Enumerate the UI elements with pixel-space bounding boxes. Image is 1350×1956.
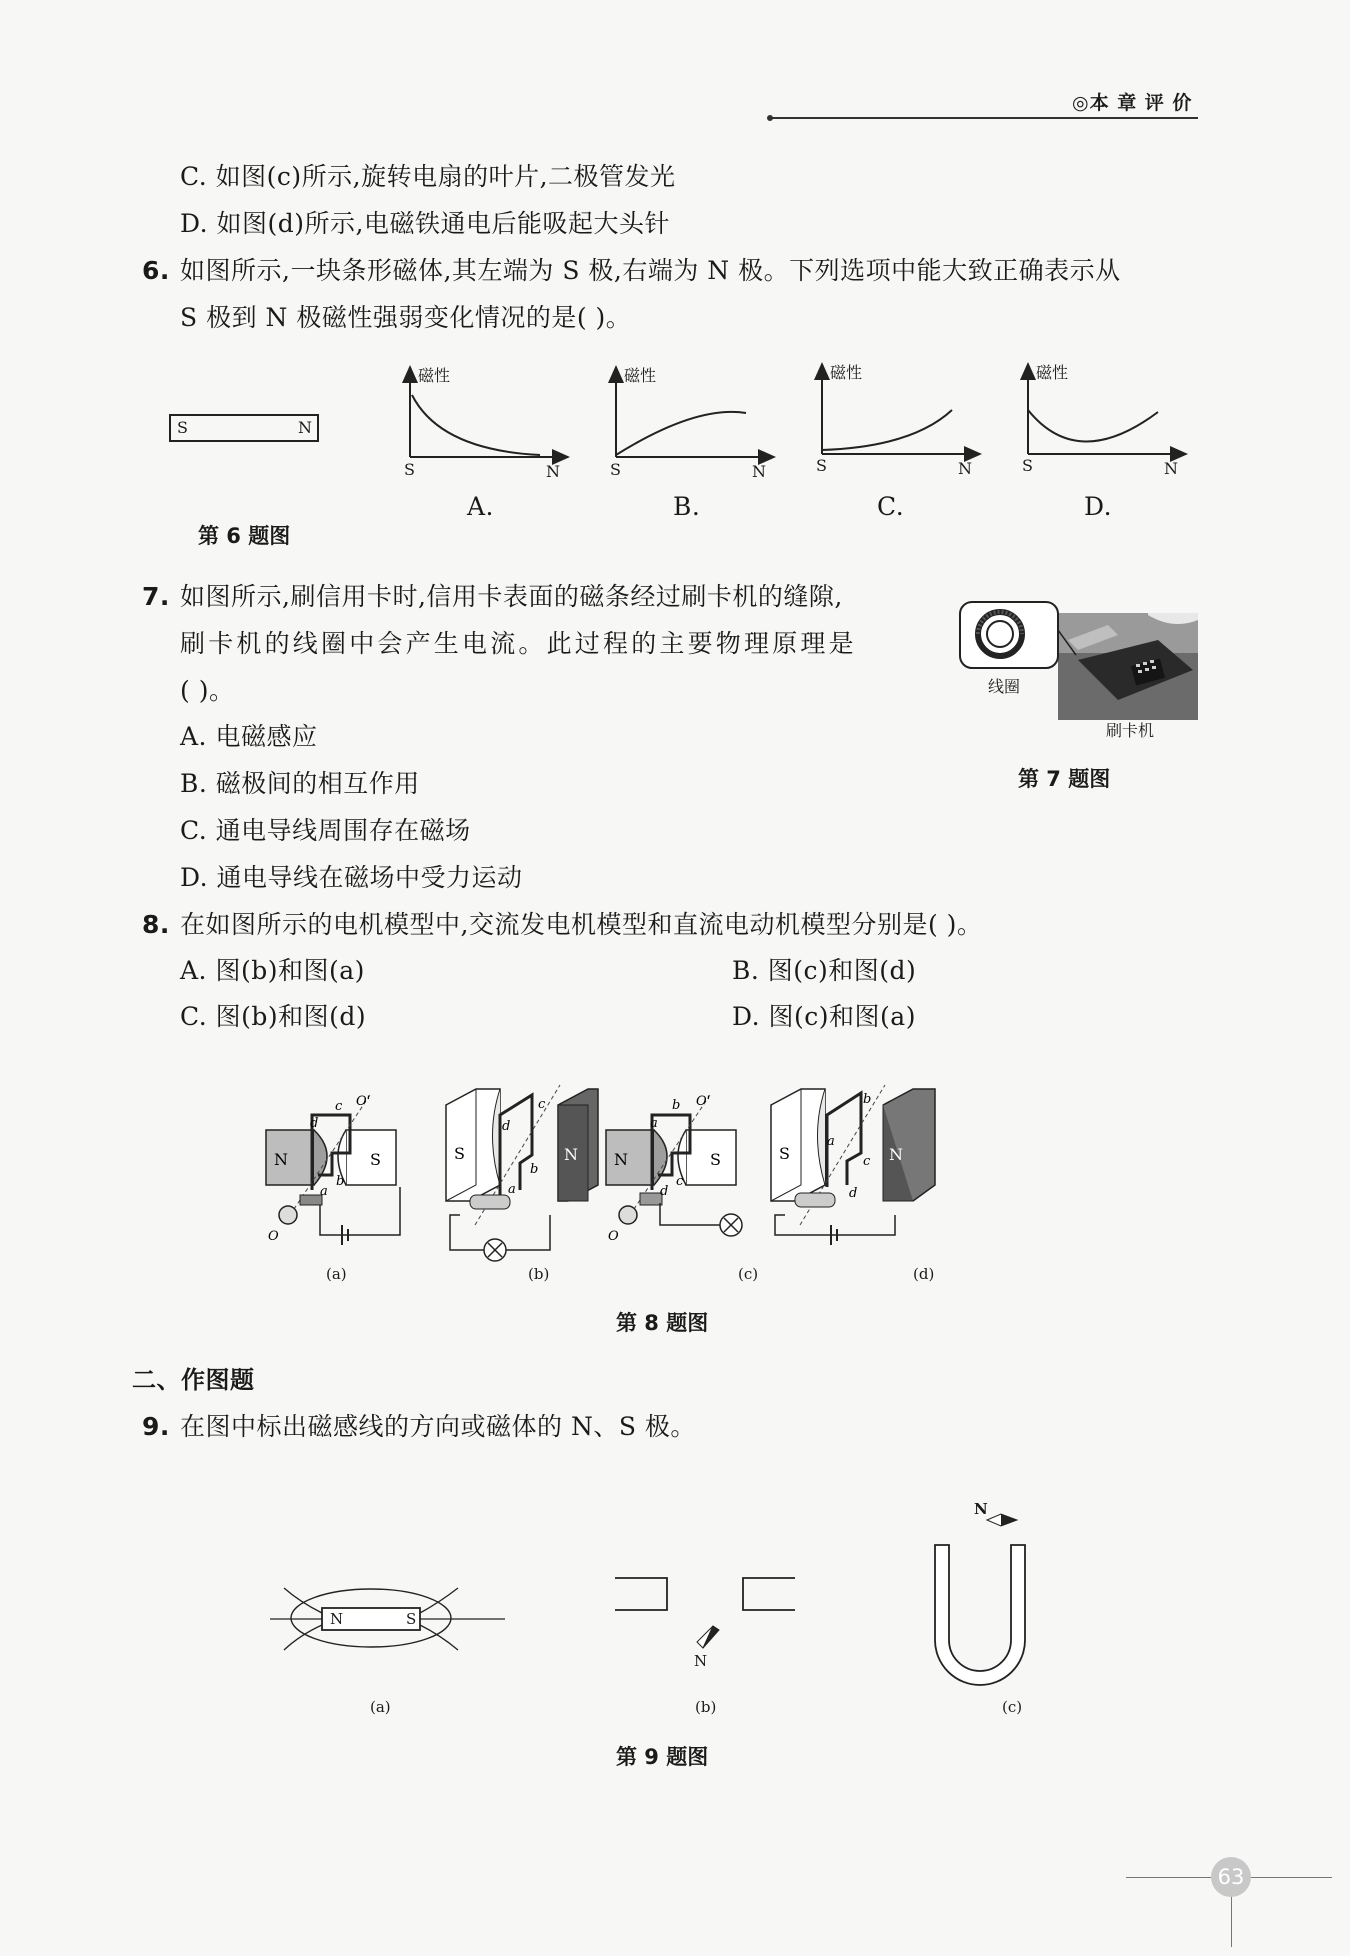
page-number: 63 <box>1217 1865 1245 1889</box>
q5-option-d: D. 如图(d)所示,电磁铁通电后能吸起大头针 <box>180 209 671 238</box>
q9-figure-b-label: (b) <box>695 1698 717 1716</box>
svg-text:c: c <box>676 1174 684 1189</box>
q7-coil-label: 线圈 <box>988 677 1021 696</box>
q6-graph-d-xend: N <box>1164 459 1178 478</box>
q7-machine-label: 刷卡机 <box>1106 721 1155 740</box>
page-number-badge <box>1211 1857 1251 1897</box>
svg-text:a: a <box>650 1116 658 1131</box>
q7-option-a: A. 电磁感应 <box>180 722 318 751</box>
q7-text-line2: 刷卡机的线圈中会产生电流。此过程的主要物理原理是 <box>180 629 857 658</box>
svg-text:c: c <box>538 1097 546 1112</box>
header-rule-dot <box>767 115 773 121</box>
q6-magnet-s-pole: S <box>177 418 188 437</box>
q9-figures <box>260 1490 1080 1690</box>
svg-text:N: N <box>274 1150 288 1169</box>
q6-number: 6. <box>142 256 170 285</box>
svg-text:d: d <box>849 1186 858 1201</box>
svg-text:O: O <box>268 1229 279 1244</box>
header-rule <box>770 117 1198 119</box>
q8-caption: 第 8 题图 <box>616 1311 709 1335</box>
q6-graph-d-ylabel: 磁性 <box>1036 363 1069 382</box>
svg-text:O': O' <box>356 1094 371 1109</box>
q9-caption: 第 9 题图 <box>616 1745 709 1769</box>
svg-text:b: b <box>530 1162 539 1177</box>
q5-option-c: C. 如图(c)所示,旋转电扇的叶片,二极管发光 <box>180 162 676 191</box>
svg-text:d: d <box>502 1119 511 1134</box>
q7-number: 7. <box>142 582 170 611</box>
q9-figure-a <box>270 1588 505 1650</box>
q8-option-b: B. 图(c)和图(d) <box>732 956 917 985</box>
section-header: ◎本 章 评 价 <box>1072 92 1193 114</box>
svg-text:O: O <box>608 1229 619 1244</box>
q9-text-line1: 在图中标出磁感线的方向或磁体的 N、S 极。 <box>180 1412 696 1441</box>
svg-text:a: a <box>827 1134 835 1149</box>
svg-text:a: a <box>508 1182 516 1197</box>
q9-figure-b <box>615 1578 795 1648</box>
q9-c-compass-n-label: N <box>974 1500 988 1518</box>
q6-text-line1: 如图所示,一块条形磁体,其左端为 S 极,右端为 N 极。下列选项中能大致正确表示从 <box>180 256 1121 285</box>
svg-text:S: S <box>710 1150 721 1169</box>
svg-text:S: S <box>454 1144 465 1163</box>
q8-figure-a <box>266 1094 400 1245</box>
svg-text:N: N <box>889 1145 903 1164</box>
q6-graph-a-ylabel: 磁性 <box>418 366 451 385</box>
svg-text:O': O' <box>696 1094 711 1109</box>
svg-text:d: d <box>310 1116 319 1131</box>
q6-option-a-label: A. <box>467 492 495 521</box>
svg-text:d: d <box>660 1184 669 1199</box>
q9-magnet-n-pole: N <box>330 1610 344 1628</box>
svg-text:b: b <box>336 1174 345 1189</box>
q8-figure-a-label: (a) <box>326 1265 347 1283</box>
q6-graph-b-xend: N <box>752 462 766 481</box>
q6-graph-c-ylabel: 磁性 <box>830 363 863 382</box>
svg-text:c: c <box>335 1099 343 1114</box>
q6-caption: 第 6 题图 <box>198 524 291 548</box>
q8-figure-c <box>606 1094 742 1244</box>
svg-text:a: a <box>320 1184 328 1199</box>
svg-text:N: N <box>564 1145 578 1164</box>
svg-text:S: S <box>370 1150 381 1169</box>
q6-option-d-label: D. <box>1084 492 1113 521</box>
q9-number: 9. <box>142 1412 170 1441</box>
q6-option-c-label: C. <box>877 492 905 521</box>
q9-figure-a-label: (a) <box>370 1698 391 1716</box>
q8-option-d: D. 图(c)和图(a) <box>732 1002 916 1031</box>
q6-graph-a-xend: N <box>546 462 560 481</box>
q6-magnet-n-pole: N <box>298 418 312 437</box>
q9-figure-c <box>935 1514 1025 1685</box>
section-2-title: 二、作图题 <box>132 1366 255 1394</box>
svg-text:c: c <box>863 1154 871 1169</box>
q7-option-c: C. 通电导线周围存在磁场 <box>180 816 471 845</box>
q7-text-line1: 如图所示,刷信用卡时,信用卡表面的磁条经过刷卡机的缝隙, <box>180 582 843 611</box>
q9-figure-c-label: (c) <box>1002 1698 1023 1716</box>
q6-graph-c-xend: N <box>958 459 972 478</box>
q7-text-line3: ( )。 <box>180 676 235 705</box>
q6-graph-d-xstart: S <box>1022 456 1033 475</box>
svg-text:N: N <box>614 1150 628 1169</box>
q7-caption: 第 7 题图 <box>1018 767 1111 791</box>
q8-number: 8. <box>142 910 170 939</box>
q6-graph-a-xstart: S <box>404 460 415 479</box>
q8-figure-b-label: (b) <box>528 1265 550 1283</box>
svg-text:b: b <box>672 1098 681 1113</box>
q8-motor-figures <box>260 1075 1080 1275</box>
q8-figure-c-label: (c) <box>738 1265 759 1283</box>
q9-magnet-s-pole: S <box>406 1610 417 1628</box>
q8-option-a: A. 图(b)和图(a) <box>180 956 365 985</box>
q6-option-b-label: B. <box>673 492 701 521</box>
q8-figure-b <box>446 1085 598 1261</box>
q7-card-reader-figure <box>958 600 1204 740</box>
q6-graph-b-xstart: S <box>610 460 621 479</box>
svg-text:S: S <box>779 1144 790 1163</box>
q7-option-b: B. 磁极间的相互作用 <box>180 769 420 798</box>
svg-text:b: b <box>863 1092 872 1107</box>
q9-b-compass-n-label: N <box>694 1652 708 1670</box>
q6-graph-c-xstart: S <box>816 456 827 475</box>
q8-figure-d-label: (d) <box>913 1265 935 1283</box>
q6-graph-b-ylabel: 磁性 <box>624 366 657 385</box>
q8-text-line1: 在如图所示的电机模型中,交流发电机模型和直流电动机模型分别是( )。 <box>180 910 983 939</box>
q6-text-line2: S 极到 N 极磁性强弱变化情况的是( )。 <box>180 303 632 332</box>
q8-option-c: C. 图(b)和图(d) <box>180 1002 367 1031</box>
q6-bar-magnet <box>169 414 319 442</box>
q7-option-d: D. 通电导线在磁场中受力运动 <box>180 863 523 892</box>
q8-figure-d <box>771 1085 935 1245</box>
